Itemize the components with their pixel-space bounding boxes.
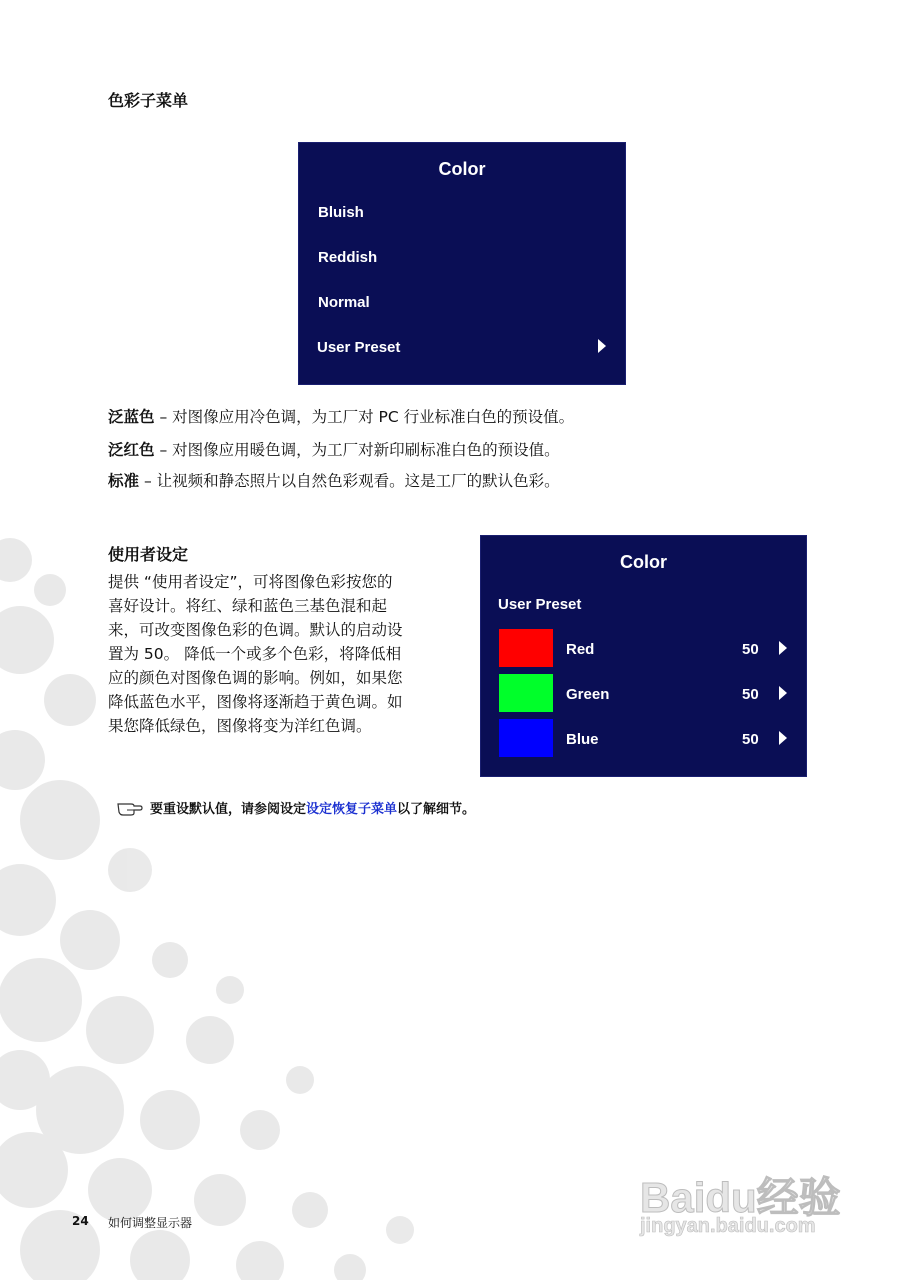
watermark-url: jingyan.baidu.com	[640, 1215, 816, 1237]
desc-text: – 对图像应用冷色调，为工厂对 PC 行业标准白色的预设值。	[154, 408, 575, 426]
paragraph-line: 置为 50。 降低一个或多个色彩，将降低相	[108, 645, 402, 663]
osd-title: Color	[438, 159, 486, 179]
osd-item-bluish[interactable]: Bluish	[318, 204, 364, 221]
baidu-watermark	[640, 1145, 860, 1245]
chevron-right-icon	[598, 339, 606, 353]
green-label[interactable]: Green	[566, 686, 610, 703]
chevron-right-icon[interactable]	[779, 686, 787, 700]
color-osd-menu	[298, 142, 626, 385]
red-swatch	[499, 629, 553, 667]
desc-term: 泛红色	[108, 441, 155, 459]
red-value: 50	[742, 641, 759, 658]
desc-bluish	[108, 406, 574, 428]
desc-text: – 对图像应用暖色调，为工厂对新印刷标准白色的预设值。	[154, 441, 560, 459]
paragraph-line: 果您降低绿色，图像将变为洋红色调。	[108, 717, 372, 735]
user-preset-paragraph	[108, 570, 458, 738]
paragraph-line: 应的颜色对图像色调的影响。例如，如果您	[108, 669, 403, 687]
note-suffix: 以了解细节。	[397, 802, 476, 817]
chevron-right-icon[interactable]	[779, 731, 787, 745]
watermark-brand: Baidu经验	[640, 1174, 841, 1221]
note-prefix: 要重设默认值，请参阅设定	[150, 802, 307, 817]
desc-text: – 让视频和静态照片以自然色彩观看。这是工厂的默认色彩。	[139, 472, 560, 490]
user-preset-heading: 使用者设定	[108, 545, 189, 564]
desc-normal	[108, 470, 560, 492]
footer-section: 如何调整显示器	[108, 1216, 193, 1230]
pointing-hand-icon	[117, 798, 143, 816]
section-heading: 色彩子菜单	[108, 91, 189, 110]
blue-value: 50	[742, 731, 759, 748]
paragraph-line: 降低蓝色水平，图像将逐渐趋于黄色调。如	[108, 693, 403, 711]
paragraph-line: 提供 “使用者设定”，可将图像色彩按您的	[108, 573, 393, 591]
osd-item-user-preset[interactable]: User Preset	[317, 339, 401, 356]
paragraph-line: 喜好设计。将红、绿和蓝色三基色混和起	[108, 597, 388, 615]
green-swatch	[499, 674, 553, 712]
red-label[interactable]: Red	[566, 641, 595, 658]
desc-reddish	[108, 439, 560, 461]
user-preset-osd-menu	[480, 535, 807, 777]
desc-term: 标准	[108, 472, 140, 490]
reset-note	[150, 798, 475, 817]
osd-item-normal[interactable]: Normal	[318, 294, 370, 311]
page-number: 24	[72, 1214, 89, 1228]
osd-subtitle: User Preset	[498, 596, 582, 613]
osd-item-reddish[interactable]: Reddish	[318, 249, 378, 266]
blue-label[interactable]: Blue	[566, 731, 599, 748]
green-value: 50	[742, 686, 759, 703]
paragraph-line: 来，可改变图像色彩的色调。默认的启动设	[108, 621, 403, 639]
desc-term: 泛蓝色	[108, 408, 155, 426]
reset-submenu-link[interactable]: 设定恢复子菜单	[306, 802, 398, 817]
osd-title: Color	[620, 552, 667, 572]
chevron-right-icon[interactable]	[779, 641, 787, 655]
blue-swatch	[499, 719, 553, 757]
